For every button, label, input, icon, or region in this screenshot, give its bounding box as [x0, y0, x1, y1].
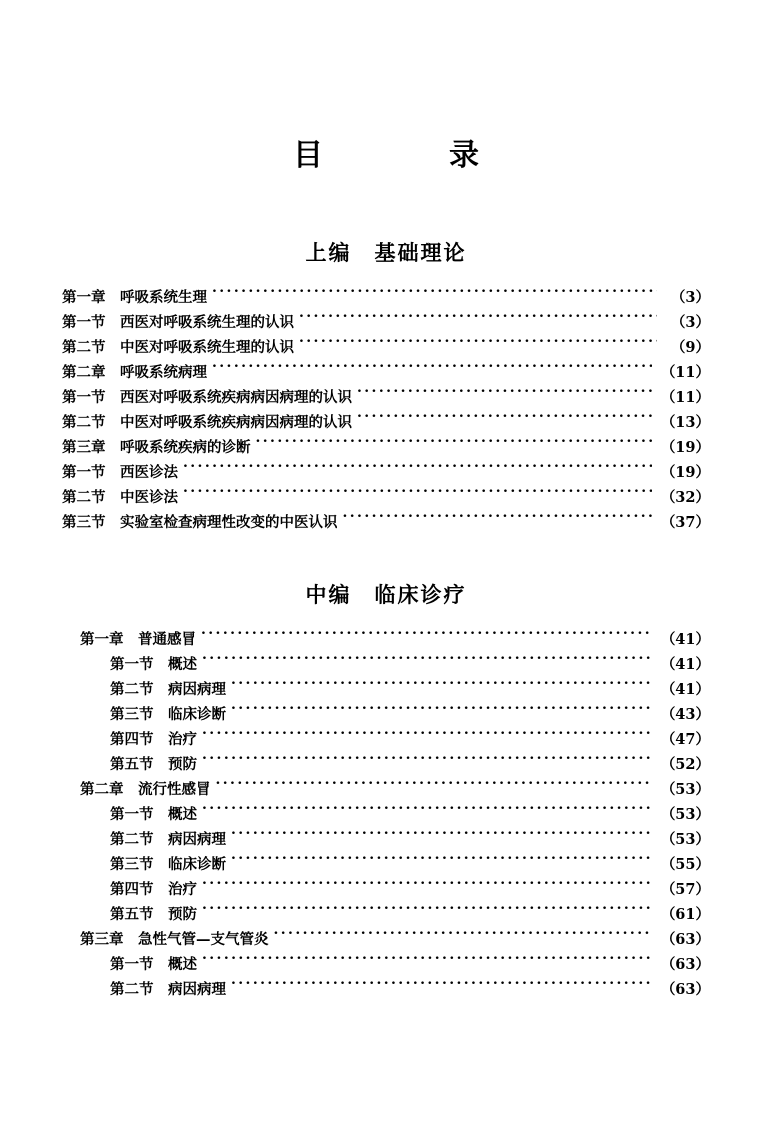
toc-leader-dots	[202, 955, 652, 969]
toc-entry[interactable]	[62, 927, 710, 952]
toc-entry-label: 第二节 中医对呼吸系统生理的认识	[62, 339, 294, 356]
toc-entry-page: （61）	[660, 906, 710, 923]
toc-leader-dots	[202, 880, 652, 894]
toc-leader-dots	[202, 755, 652, 769]
toc-entry-page: （41）	[660, 631, 710, 648]
toc-entry[interactable]	[62, 310, 710, 335]
section-heading-middle: 中编 临床诊疗	[305, 582, 467, 607]
toc-leader-dots	[231, 680, 652, 694]
toc-entry-label: 第二节 病因病理	[110, 831, 226, 848]
toc-entry-label: 第二节 病因病理	[110, 981, 226, 998]
toc-entry[interactable]	[62, 777, 710, 802]
toc-entry[interactable]	[62, 952, 710, 977]
toc-entry-label: 第一节 西医诊法	[62, 464, 178, 481]
toc-entry-page: （63）	[660, 956, 710, 973]
toc-entry-label: 第三节 实验室检查病理性改变的中医认识	[62, 514, 338, 531]
toc-entry[interactable]	[62, 360, 710, 385]
toc-entry-label: 第一节 概述	[110, 956, 197, 973]
toc-entry-label: 第三节 临床诊断	[110, 856, 226, 873]
toc-entry-page: （53）	[660, 781, 710, 798]
toc-entry-page: （43）	[660, 706, 710, 723]
toc-leader-dots	[343, 513, 652, 527]
toc-entry-page: （19）	[660, 464, 710, 481]
toc-leader-dots	[183, 463, 652, 477]
toc-leader-dots	[231, 705, 652, 719]
toc-entry-page: （63）	[660, 931, 710, 948]
toc-entry-label: 第一章 呼吸系统生理	[62, 289, 207, 306]
toc-entry[interactable]	[62, 410, 710, 435]
toc-leader-dots	[212, 363, 652, 377]
toc-leader-dots	[231, 980, 652, 994]
toc-entry-page: （41）	[660, 681, 710, 698]
toc-entry[interactable]	[62, 627, 710, 652]
toc-entry-page: （37）	[660, 514, 710, 531]
toc-entry[interactable]	[62, 902, 710, 927]
toc-leader-dots	[231, 855, 652, 869]
toc-entry[interactable]	[62, 977, 710, 1002]
toc-entry-label: 第四节 治疗	[110, 881, 197, 898]
toc-entry-label: 第五节 预防	[110, 906, 197, 923]
toc-entry[interactable]	[62, 752, 710, 777]
toc-entry-label: 第三节 临床诊断	[110, 706, 226, 723]
toc-entry[interactable]	[62, 802, 710, 827]
toc-leader-dots	[299, 313, 657, 327]
toc-entry-page: （55）	[660, 856, 710, 873]
toc-entry-label: 第五节 预防	[110, 756, 197, 773]
toc-leader-dots	[216, 780, 652, 794]
toc-leader-dots	[274, 930, 652, 944]
toc-entry-label: 第一节 概述	[110, 806, 197, 823]
toc-leader-dots	[201, 630, 652, 644]
toc-entry[interactable]	[62, 877, 710, 902]
section-heading-upper: 上编 基础理论	[305, 240, 467, 265]
toc-entry-page: （19）	[660, 439, 710, 456]
toc-entry-page: （32）	[660, 489, 710, 506]
toc-entry-label: 第二节 中医对呼吸系统疾病病因病理的认识	[62, 414, 352, 431]
toc-leader-dots	[357, 413, 652, 427]
toc-entry-page: （63）	[660, 981, 710, 998]
toc-entry-label: 第二章 流行性感冒	[80, 781, 211, 798]
toc-entry-label: 第四节 治疗	[110, 731, 197, 748]
toc-entry-label: 第三章 呼吸系统疾病的诊断	[62, 439, 251, 456]
toc-entry-label: 第一节 西医对呼吸系统疾病病因病理的认识	[62, 389, 352, 406]
toc-entry-label: 第一节 西医对呼吸系统生理的认识	[62, 314, 294, 331]
toc-entry-page: （11）	[660, 389, 710, 406]
toc-entry[interactable]	[62, 702, 710, 727]
toc-entry[interactable]	[62, 852, 710, 877]
toc-entry-page: （11）	[660, 364, 710, 381]
toc-entry[interactable]	[62, 827, 710, 852]
toc-leader-dots	[212, 288, 657, 302]
toc-leader-dots	[299, 338, 657, 352]
toc-entry-label: 第二节 病因病理	[110, 681, 226, 698]
toc-entry[interactable]	[62, 677, 710, 702]
toc-entry[interactable]	[62, 460, 710, 485]
toc-leader-dots	[256, 438, 652, 452]
toc-leader-dots	[183, 488, 652, 502]
toc-entry-label: 第二节 中医诊法	[62, 489, 178, 506]
toc-leader-dots	[357, 388, 652, 402]
toc-list-middle	[62, 627, 710, 1002]
toc-leader-dots	[202, 905, 652, 919]
toc-entry[interactable]	[62, 335, 710, 360]
toc-entry-label: 第一节 概述	[110, 656, 197, 673]
toc-entry[interactable]	[62, 385, 710, 410]
toc-entry-label: 第二章 呼吸系统病理	[62, 364, 207, 381]
toc-entry[interactable]	[62, 652, 710, 677]
toc-list-upper	[62, 285, 710, 535]
toc-entry[interactable]	[62, 727, 710, 752]
toc-entry[interactable]	[62, 510, 710, 535]
toc-entry-page: （57）	[660, 881, 710, 898]
toc-entry[interactable]	[62, 285, 710, 310]
toc-entry-page: （53）	[660, 806, 710, 823]
toc-entry-page: （53）	[660, 831, 710, 848]
toc-entry[interactable]	[62, 435, 710, 460]
toc-entry-page: （3）	[670, 314, 710, 331]
toc-entry-page: （41）	[660, 656, 710, 673]
toc-leader-dots	[202, 805, 652, 819]
toc-leader-dots	[202, 730, 652, 744]
toc-entry-page: （13）	[660, 414, 710, 431]
toc-leader-dots	[231, 830, 652, 844]
toc-entry-page: （52）	[660, 756, 710, 773]
toc-leader-dots	[202, 655, 652, 669]
toc-entry-page: （9）	[670, 339, 710, 356]
toc-entry[interactable]	[62, 485, 710, 510]
page-title: 目 录	[293, 138, 501, 173]
toc-entry-label: 第三章 急性气管—支气管炎	[80, 931, 269, 948]
toc-entry-page: （3）	[670, 289, 710, 306]
toc-entry-page: （47）	[660, 731, 710, 748]
toc-entry-label: 第一章 普通感冒	[80, 631, 196, 648]
